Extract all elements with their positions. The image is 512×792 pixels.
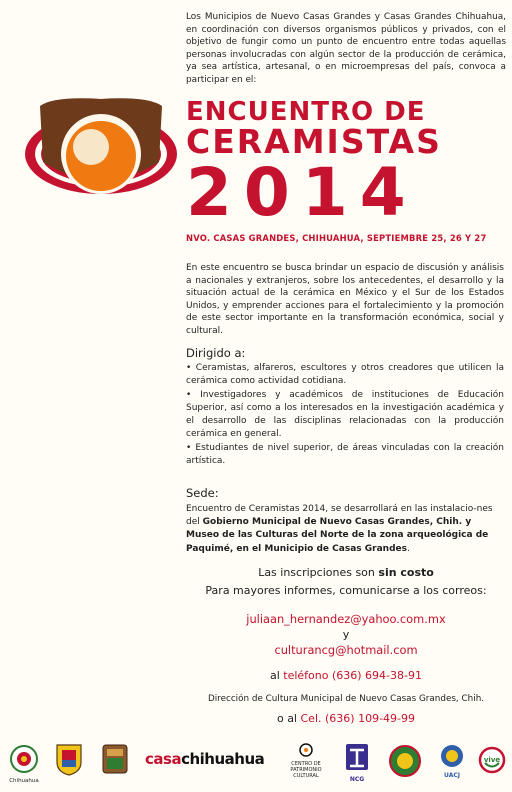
chihuahua-word: chihuahua [181, 750, 265, 768]
event-title-line1: ENCUENTRO DE [186, 97, 426, 127]
ncg-icon [344, 742, 370, 772]
municipal-round-emblem-icon [389, 744, 421, 778]
sede-text-start: Encuentro de Ceramistas 2014, se desarrollará en las instalacio-nes del [186, 504, 493, 528]
cpc-line-1: CENTRO DE [291, 761, 321, 767]
chihuahua-label: Chihuahua [9, 778, 39, 784]
sponsor-logos [0, 740, 512, 790]
municipal-shield-icon [56, 744, 82, 776]
registration-prefix: Las inscripciones son [258, 566, 379, 579]
ceramic-pot-logo [22, 96, 180, 200]
dirigido-list [186, 362, 504, 468]
more-info-line: Para mayores informes, comunicarse a los correos: [205, 584, 487, 597]
sede-paragraph [186, 503, 506, 556]
event-location-dates: NVO. CASAS GRANDES, CHIHUAHUA, SEPTIEMBRE 25, 26 Y 27 [186, 233, 487, 243]
cpc-line-2: PATRIMONIO [290, 767, 322, 773]
vive-logo [478, 746, 506, 778]
conjunction-y: y [342, 628, 350, 641]
event-year: 2014 [186, 154, 418, 231]
cell-line [186, 712, 506, 725]
chihuahua-logo [8, 744, 40, 784]
patrimonio-icon [282, 743, 330, 757]
vive-label: vive [483, 756, 501, 764]
shield-logo-1 [56, 744, 82, 780]
uacj-label: UACJ [444, 772, 460, 779]
sede-venue: Gobierno Municipal de Nuevo Casas Grandes, Chih. y Museo de las Culturas del Norte de la zona arqueológica de Paquimé, en el Municipio de Casas Grandes [186, 517, 489, 554]
event-title-line2: CERAMISTAS [186, 122, 442, 161]
direccion-line: Dirección de Cultura Municipal de Nuevo Casas Grandes, Chih. [207, 694, 485, 704]
list-item: • Investigadores y académicos de instituciones de Educación Superior, así como a los interesados en la investigación académica y el desarrollo de las disciplinas relacionadas con la producción cerámica en general. [186, 389, 504, 440]
shield-logo-2 [102, 744, 128, 778]
email-link-2[interactable]: culturancg@hotmail.com [274, 643, 418, 657]
dirigido-heading: Dirigido a: [186, 346, 246, 360]
uacj-seal-icon [440, 744, 464, 768]
intro-paragraph: Los Municipios de Nuevo Casas Grandes y Casas Grandes Chihuahua, en coordinación con diversos organismos públicos y privados, con el objetivo de fungir como un punto de encuentro entre todas aquellas personas involucradas con algún sector de la producción de cerámica, ya sea artística, artesanal, o en microempresas del país, convoca a participar en el: [186, 12, 506, 85]
casa-chihuahua-logo [145, 750, 264, 768]
email-link-1[interactable]: juliaan_hernandez@yahoo.com.mx [246, 612, 446, 626]
round-emblem-logo [389, 744, 421, 782]
chihuahua-emblem-icon [8, 744, 40, 774]
phone-line [186, 669, 506, 682]
uacj-logo [440, 744, 464, 779]
centro-patrimonio-logo [282, 742, 330, 779]
registration-free: sin costo [378, 566, 434, 579]
casa-word: casa [145, 750, 182, 768]
paquime-emblem-icon [102, 744, 128, 774]
cell-number[interactable]: Cel. (636) 109-49-99 [300, 712, 416, 725]
phone-number[interactable]: teléfono (636) 694-38-91 [283, 669, 422, 682]
list-item: • Ceramistas, alfareros, escultores y otros creadores que utilicen la cerámica como actividad cotidiana. [186, 363, 504, 387]
description-paragraph: En este encuentro se busca brindar un espacio de discusión y análisis a nacionales y extranjeros, sobre los antecedentes, el desarrollo y la situación actual de la cerámica en México y el Sur de los Estados Unidos, y emprender acciones para el fortalecimiento y la promoción de este sector importante en la transformación económica, social y cultural. [186, 263, 504, 336]
list-item: • Estudiantes de nivel superior, de áreas vinculadas con la creación artística. [186, 442, 504, 467]
registration-line [186, 566, 506, 579]
sede-text-end: . [406, 543, 410, 554]
ncg-label: NCG [349, 776, 365, 783]
cell-prefix: o al [276, 712, 301, 725]
sede-heading: Sede: [186, 486, 219, 500]
cpc-line-3: CULTURAL [293, 773, 319, 779]
ncg-logo [344, 742, 370, 783]
phone-prefix: al [269, 669, 284, 682]
